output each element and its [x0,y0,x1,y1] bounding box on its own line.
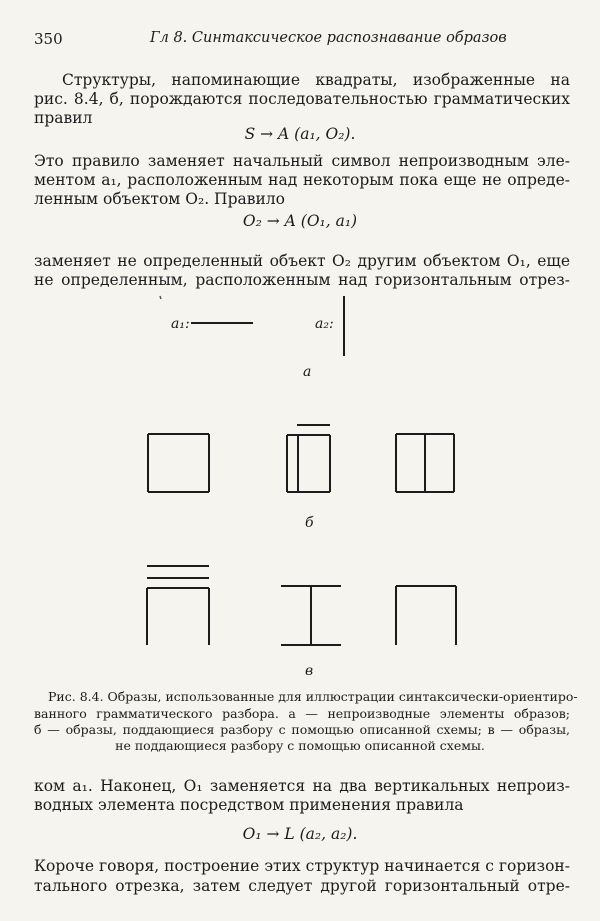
figure-sub-b: б [305,515,314,531]
body-line: ленным объектом O₂. Правило [34,190,285,208]
formula: O₁ → L (a₂, a₂). [242,825,358,843]
body-line: Короче говоря, построение этих структур начинается с горизон- [34,857,570,875]
body-line: ком a₁. Наконец, O₁ заменяется на два вертикальных непроиз- [34,777,570,795]
body-line: рис. 8.4, б, порождаются последовательностью грамматических [34,90,570,108]
caption-line: Рис. 8.4. Образы, использованные для иллюстрации синтаксически-ориентиро- [48,689,578,704]
body-line: правил [34,109,93,127]
caption-line: б — образы, поддающиеся разбору с помощью описанной схемы; в — образы, [34,722,570,737]
pattern-c3 [396,586,456,645]
body-line: не определенным, расположенным над горизонтальным отрез- [34,271,570,289]
figure-label-a2: a₂: [315,316,334,332]
figure-sub-c: в [305,663,314,679]
pattern-b3 [396,434,454,492]
running-title: Гл 8. Синтаксическое распознавание образов [150,30,507,46]
page-number: 350 [34,30,63,48]
formula: O₂ → A (O₁, a₁) [242,212,358,230]
body-line: тального отрезка, затем следует другой горизонтальный отре- [34,877,570,895]
pattern-b1-square [148,434,209,492]
body-line: водных элемента посредством применения правила [34,796,464,814]
body-line: Это правило заменяет начальный символ непроизводным эле- [34,152,570,170]
figure-label-a1: a₁: [171,316,190,332]
body-line: ментом a₁, расположенным над некоторым пока еще не опреде- [34,171,570,189]
body-line: заменяет не определенный объект O₂ другим объектом O₁, еще [34,252,570,270]
caption-line: ванного грамматического разбора. а — непроизводные элементы образов; [34,706,570,721]
pattern-b2 [287,425,330,492]
pattern-c2 [281,586,341,645]
body-line: Структуры, напоминающие квадраты, изображенные на [62,71,570,89]
figure-sub-a: а [303,364,312,380]
pattern-c1 [147,566,209,645]
formula: S → A (a₁, O₂). [244,125,356,143]
caption-line: не поддающиеся разбору с помощью описанной схемы. [115,738,485,753]
stray-mark [160,296,161,299]
